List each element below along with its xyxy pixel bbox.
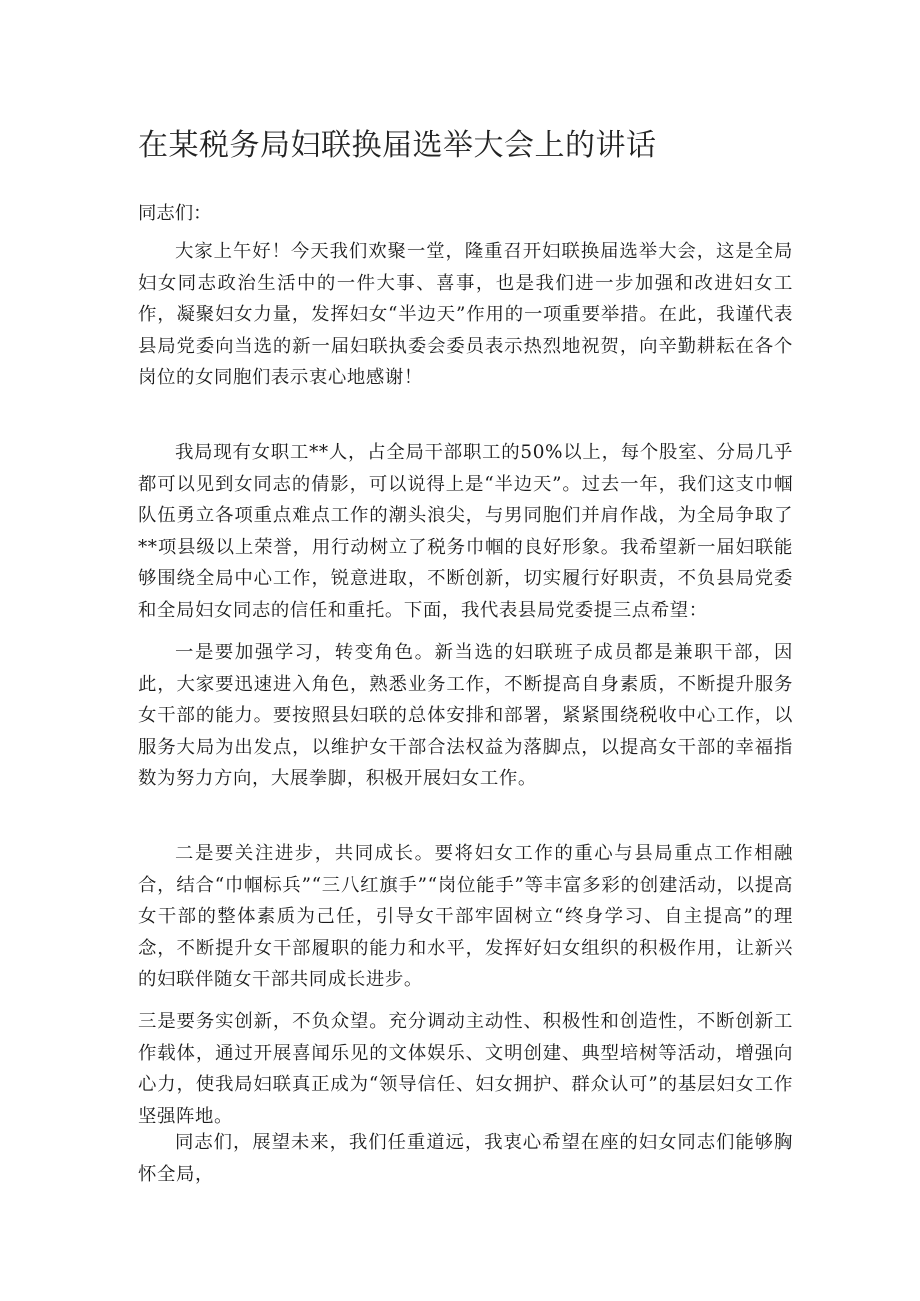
paragraph-6 bbox=[138, 1127, 793, 1190]
paragraph-4 bbox=[138, 838, 793, 996]
paragraph-text: 二是要关注进步，共同成长。要将妇女工作的重心与县局重点工作相融合，结合“巾帼标兵”“三八红旗手”“岗位能手”等丰富多彩的创建活动，以提高女干部的整体素质为己任，引导女干部牢固树立“终身学习、自主提高”的理念，不断提升女干部履职的能力和水平，发挥好妇女组织的积极作用，让新兴的妇联伴随女干部共同成长进步。 bbox=[138, 843, 793, 990]
salutation: 同志们： bbox=[138, 203, 212, 224]
paragraph-5 bbox=[138, 1006, 793, 1132]
paragraph-3 bbox=[138, 637, 793, 795]
document-title: 在某税务局妇联换届选举大会上的讲话 bbox=[138, 128, 657, 163]
paragraph-1 bbox=[138, 236, 793, 394]
paragraph-text: 三是要务实创新，不负众望。充分调动主动性、积极性和创造性，不断创新工作载体，通过开展喜闻乐见的文体娱乐、文明创建、典型培树等活动，增强向心力，使我局妇联真正成为“领导信任、妇女拥护、群众认可”的基层妇女工作坚强阵地。 bbox=[138, 1011, 793, 1127]
paragraph-text: 大家上午好！今天我们欢聚一堂，隆重召开妇联换届选举大会，这是全局妇女同志政治生活中的一件大事、喜事，也是我们进一步加强和改进妇女工作，凝聚妇女力量，发挥妇女“半边天”作用的一项重要举措。在此，我谨代表县局党委向当选的新一届妇联执委会委员表示热烈地祝贺，向辛勤耕耘在各个岗位的女同胞们表示衷心地感谢！ bbox=[138, 241, 793, 388]
paragraph-text: 同志们，展望未来，我们任重道远，我衷心希望在座的妇女同志们能够胸怀全局， bbox=[138, 1132, 793, 1185]
paragraph-text: 一是要加强学习，转变角色。新当选的妇联班子成员都是兼职干部，因此，大家要迅速进入角色，熟悉业务工作，不断提高自身素质，不断提升服务女干部的能力。要按照县妇联的总体安排和部署，紧紧围绕税收中心工作，以服务大局为出发点，以维护女干部合法权益为落脚点，以提高女干部的幸福指数为努力方向，大展拳脚，积极开展妇女工作。 bbox=[138, 642, 793, 789]
paragraph-text: 我局现有女职工**人，占全局干部职工的50%以上，每个股室、分局几乎都可以见到女同志的倩影，可以说得上是“半边天”。过去一年，我们这支巾帼队伍勇立各项重点难点工作的潮头浪尖，与男同胞们并肩作战，为全局争取了**项县级以上荣誉，用行动树立了税务巾帼的良好形象。我希望新一届妇联能够围绕全局中心工作，锐意进取，不断创新，切实履行好职责，不负县局党委和全局妇女同志的信任和重托。下面，我代表县局党委提三点希望： bbox=[138, 442, 793, 621]
paragraph-2 bbox=[138, 437, 793, 626]
